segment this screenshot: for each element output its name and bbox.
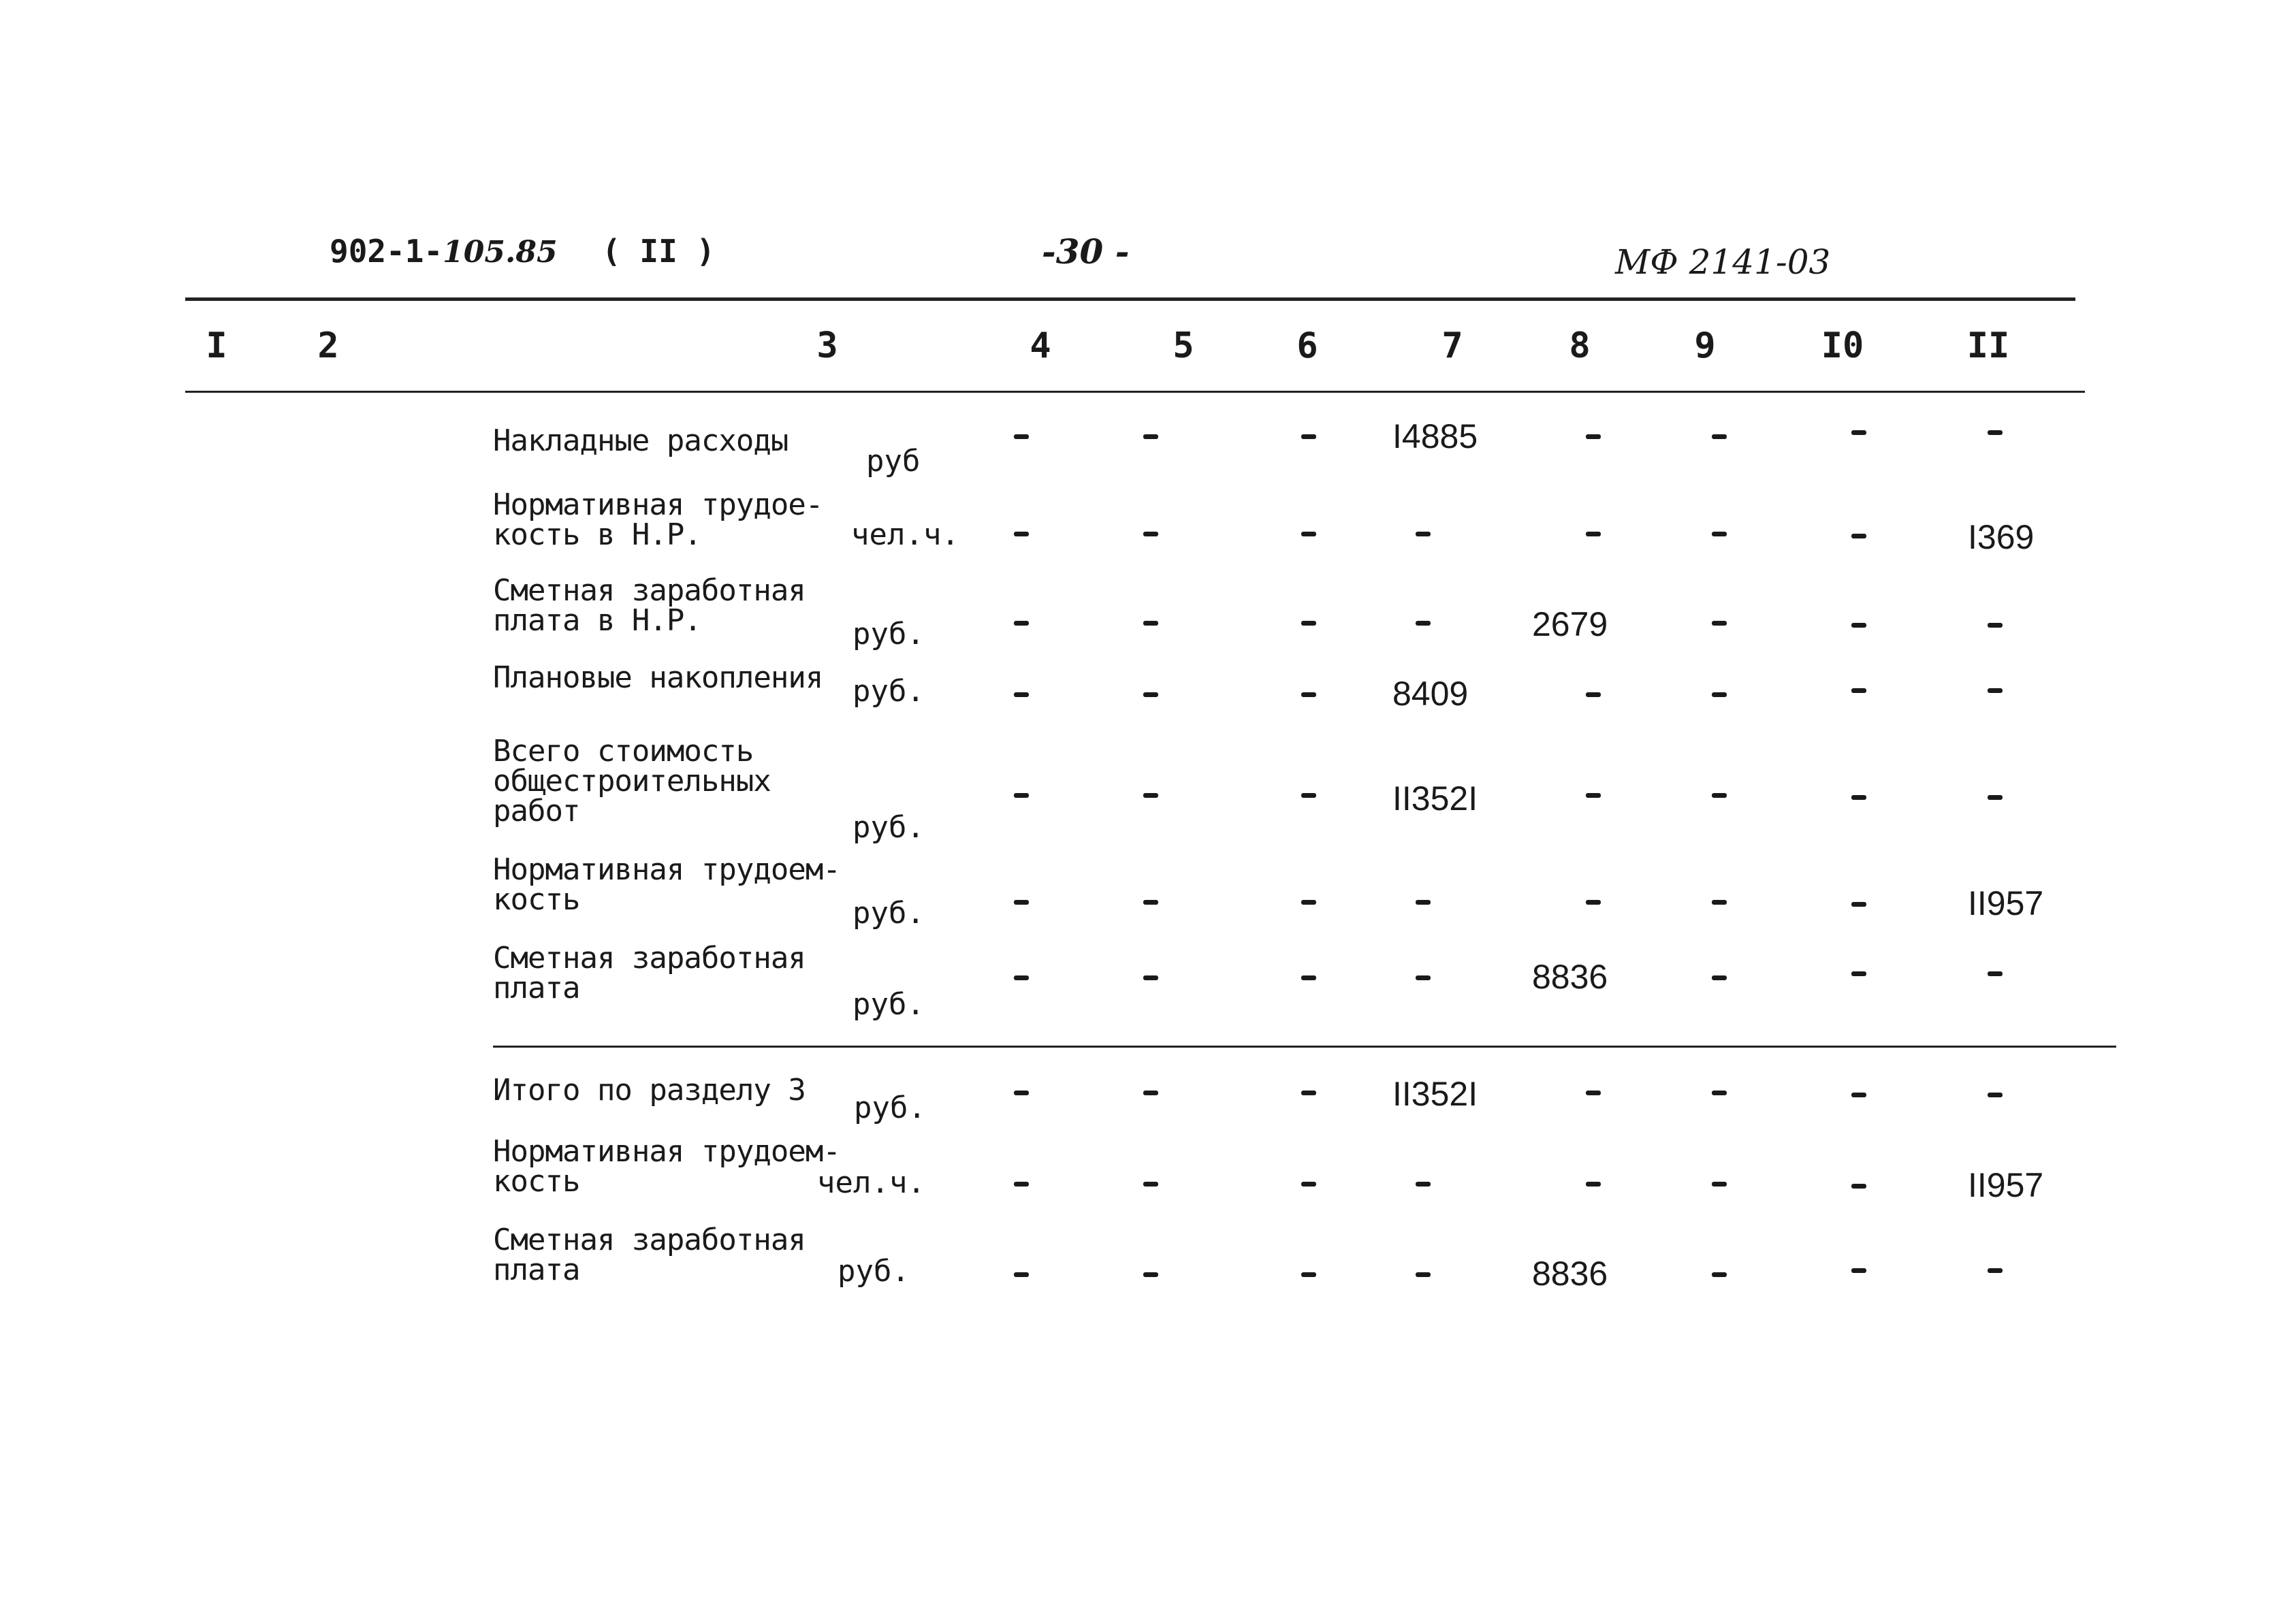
empty-cell-dash [1014, 1091, 1029, 1095]
cell-value-col11: II957 [1968, 1166, 2044, 1204]
column-number-9: 9 [1694, 325, 1716, 366]
empty-cell-dash [1712, 1272, 1727, 1277]
column-number-1: I [206, 325, 227, 366]
empty-cell-dash [1988, 1093, 2003, 1097]
row-label: Сметная заработная плата [493, 1223, 806, 1287]
column-number-6: 6 [1296, 325, 1318, 366]
empty-cell-dash [1851, 534, 1866, 538]
empty-cell-dash [1301, 692, 1316, 697]
empty-cell-dash [1014, 793, 1029, 798]
empty-cell-dash [1851, 688, 1866, 693]
empty-cell-dash [1143, 692, 1158, 697]
cell-value-col11: I369 [1968, 518, 2035, 556]
empty-cell-dash [1988, 971, 2003, 976]
empty-cell-dash [1014, 900, 1029, 905]
row-unit: руб. [852, 896, 925, 931]
empty-cell-dash [1712, 975, 1727, 980]
empty-cell-dash [1014, 1272, 1029, 1277]
empty-cell-dash [1143, 793, 1158, 798]
empty-cell-dash [1586, 793, 1601, 798]
empty-cell-dash [1143, 1272, 1158, 1277]
empty-cell-dash [1586, 1091, 1601, 1095]
row-unit: руб. [852, 617, 925, 651]
empty-cell-dash [1301, 1091, 1316, 1095]
empty-cell-dash [1301, 621, 1316, 626]
row-unit: чел.ч. [851, 517, 959, 552]
empty-cell-dash [1586, 532, 1601, 536]
empty-cell-dash [1014, 975, 1029, 980]
row-unit: руб. [838, 1254, 910, 1289]
empty-cell-dash [1988, 795, 2003, 800]
empty-cell-dash [1586, 1182, 1601, 1187]
row-label: Сметная заработная плата [493, 941, 806, 1005]
empty-cell-dash [1712, 793, 1727, 798]
empty-cell-dash [1416, 1272, 1431, 1277]
empty-cell-dash [1014, 434, 1029, 439]
column-number-5: 5 [1173, 325, 1194, 366]
empty-cell-dash [1416, 900, 1431, 905]
empty-cell-dash [1712, 621, 1727, 626]
empty-cell-dash [1851, 430, 1866, 435]
header-top-rule [185, 297, 2075, 301]
empty-cell-dash [1014, 1182, 1029, 1187]
cell-value-col7: 8409 [1392, 675, 1469, 713]
row-label: Нормативная трудоем- кость [493, 1134, 840, 1199]
empty-cell-dash [1014, 532, 1029, 536]
cell-value-col8: 8836 [1532, 1255, 1608, 1293]
column-number-2: 2 [317, 325, 339, 366]
empty-cell-dash [1851, 1093, 1866, 1097]
empty-cell-dash [1301, 793, 1316, 798]
document-code [330, 233, 558, 270]
row-unit: руб. [852, 810, 925, 845]
empty-cell-dash [1143, 975, 1158, 980]
empty-cell-dash [1143, 532, 1158, 536]
empty-cell-dash [1712, 1091, 1727, 1095]
empty-cell-dash [1586, 434, 1601, 439]
empty-cell-dash [1712, 692, 1727, 697]
empty-cell-dash [1851, 971, 1866, 976]
empty-cell-dash [1851, 1184, 1866, 1189]
header-bottom-rule [185, 391, 2085, 393]
row-label: Плановые накопления [493, 660, 823, 695]
row-unit: чел.ч. [817, 1165, 925, 1200]
cell-value-col8: 2679 [1532, 605, 1608, 643]
row-unit: руб. [854, 1091, 926, 1125]
empty-cell-dash [1712, 532, 1727, 536]
empty-cell-dash [1014, 621, 1029, 626]
empty-cell-dash [1851, 1268, 1866, 1273]
row-label: Итого по разделу 3 [493, 1073, 806, 1108]
empty-cell-dash [1586, 692, 1601, 697]
empty-cell-dash [1851, 902, 1866, 907]
empty-cell-dash [1586, 900, 1601, 905]
cell-value-col11: II957 [1968, 884, 2044, 922]
empty-cell-dash [1301, 900, 1316, 905]
row-unit: руб [866, 444, 921, 479]
empty-cell-dash [1988, 1268, 2003, 1273]
column-number-7: 7 [1441, 325, 1463, 366]
row-label: Нормативная трудое- кость в Н.Р. [493, 487, 823, 552]
document-code-handwritten: 105.85 [443, 235, 558, 270]
empty-cell-dash [1301, 1272, 1316, 1277]
empty-cell-dash [1301, 975, 1316, 980]
volume-number: ( II ) [602, 233, 716, 270]
empty-cell-dash [1014, 692, 1029, 697]
empty-cell-dash [1416, 975, 1431, 980]
cell-value-col8: 8836 [1532, 958, 1608, 996]
row-unit: руб. [852, 987, 925, 1022]
cell-value-col7: I4885 [1392, 417, 1478, 455]
empty-cell-dash [1988, 688, 2003, 693]
empty-cell-dash [1143, 1182, 1158, 1187]
column-number-10: I0 [1821, 325, 1864, 366]
row-label: Всего стоимость общестроительных работ [493, 734, 771, 828]
empty-cell-dash [1416, 1182, 1431, 1187]
column-number-4: 4 [1030, 325, 1051, 366]
empty-cell-dash [1143, 434, 1158, 439]
inventory-number: МФ 2141-03 [1615, 242, 1831, 282]
empty-cell-dash [1143, 900, 1158, 905]
empty-cell-dash [1712, 434, 1727, 439]
row-label: Сметная заработная плата в Н.Р. [493, 573, 806, 638]
empty-cell-dash [1712, 900, 1727, 905]
empty-cell-dash [1416, 532, 1431, 536]
empty-cell-dash [1301, 434, 1316, 439]
empty-cell-dash [1143, 1091, 1158, 1095]
page-number: -30 - [1042, 231, 1130, 272]
empty-cell-dash [1988, 430, 2003, 435]
column-number-3: 3 [816, 325, 838, 366]
empty-cell-dash [1143, 621, 1158, 626]
empty-cell-dash [1851, 623, 1866, 628]
empty-cell-dash [1851, 795, 1866, 800]
column-number-8: 8 [1569, 325, 1591, 366]
row-label: Нормативная трудоем- кость [493, 852, 840, 917]
empty-cell-dash [1416, 621, 1431, 626]
empty-cell-dash [1712, 1182, 1727, 1187]
empty-cell-dash [1301, 1182, 1316, 1187]
empty-cell-dash [1301, 532, 1316, 536]
subtotal-rule [493, 1046, 2116, 1048]
column-number-11: II [1966, 325, 2010, 366]
row-unit: руб. [852, 674, 925, 709]
cell-value-col7: II352I [1392, 779, 1478, 818]
empty-cell-dash [1988, 623, 2003, 628]
document-code-printed: 902-1- [330, 233, 443, 270]
cell-value-col7: II352I [1392, 1075, 1478, 1113]
row-label: Накладные расходы [493, 423, 788, 458]
